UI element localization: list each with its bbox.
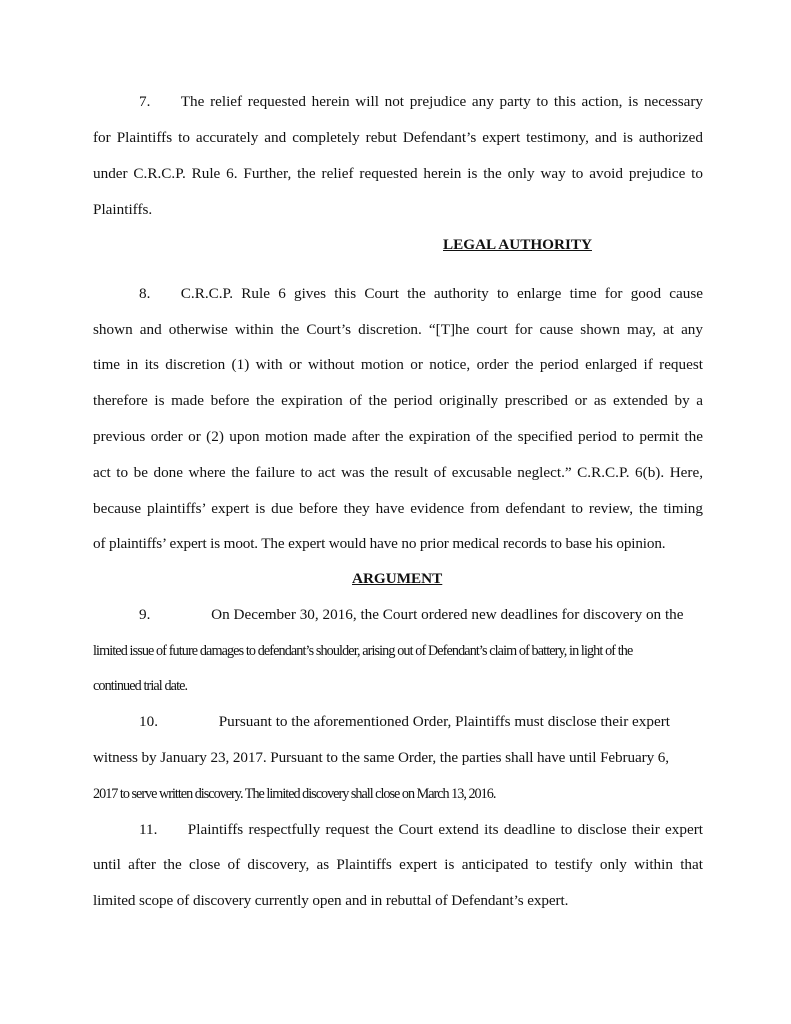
paragraph-10-line-3: 2017 to serve written discovery. The limited discovery shall close on March 13, 2016. xyxy=(93,786,496,802)
paragraph-9-line-1: 9. On December 30, 2016, the Court ordered new deadlines for discovery on the xyxy=(139,606,684,623)
paragraph-8-line-8: of plaintiffs’ expert is moot. The expert would have no prior medical records to base his opinion. xyxy=(93,535,666,552)
paragraph-7-line-4: Plaintiffs. xyxy=(93,201,153,218)
paragraph-11-line-1: 11. Plaintiffs respectfully request the Court extend its deadline to disclose their expert xyxy=(139,821,703,838)
paragraph-8-line-5: previous order or (2) upon motion made after the expiration of the specified period to permit the xyxy=(93,428,703,445)
paragraph-7-line-1: 7. The relief requested herein will not prejudice any party to this action, is necessary xyxy=(139,93,703,110)
paragraph-8-line-2: shown and otherwise within the Court’s discretion. “[T]he court for cause shown may, at any xyxy=(93,321,703,338)
paragraph-8-line-7: because plaintiffs’ expert is due before they have evidence from defendant to review, the timing xyxy=(93,500,703,517)
argument-heading: ARGUMENT xyxy=(352,570,443,587)
paragraph-8-line-1: 8. C.R.C.P. Rule 6 gives this Court the authority to enlarge time for good cause xyxy=(139,285,703,302)
paragraph-10-line-1: 10. Pursuant to the aforementioned Order, Plaintiffs must disclose their expert xyxy=(139,713,670,730)
paragraph-8-line-6: act to be done where the failure to act was the result of excusable neglect.” C.R.C.P. 6(b). Here, xyxy=(93,464,703,481)
paragraph-8-line-4: therefore is made before the expiration of the period originally prescribed or as extended by a xyxy=(93,392,703,409)
paragraph-9-line-3: continued trial date. xyxy=(93,678,188,694)
paragraph-8-line-3: time in its discretion (1) with or without motion or notice, order the period enlarged if request xyxy=(93,356,703,373)
legal-authority-heading: LEGAL AUTHORITY xyxy=(443,236,592,253)
paragraph-11-line-3: limited scope of discovery currently open and in rebuttal of Defendant’s expert. xyxy=(93,892,569,909)
paragraph-9-line-2: limited issue of future damages to defendant’s shoulder, arising out of Defendant’s claim of battery, in light of the xyxy=(93,643,633,659)
paragraph-7-line-2: for Plaintiffs to accurately and completely rebut Defendant’s expert testimony, and is authorized xyxy=(93,129,703,146)
paragraph-7-line-3: under C.R.C.P. Rule 6. Further, the relief requested herein is the only way to avoid prejudice to xyxy=(93,165,703,182)
paragraph-11-line-2: until after the close of discovery, as Plaintiffs expert is anticipated to testify only within that xyxy=(93,856,703,873)
paragraph-10-line-2: witness by January 23, 2017. Pursuant to the same Order, the parties shall have until February 6, xyxy=(93,749,669,766)
